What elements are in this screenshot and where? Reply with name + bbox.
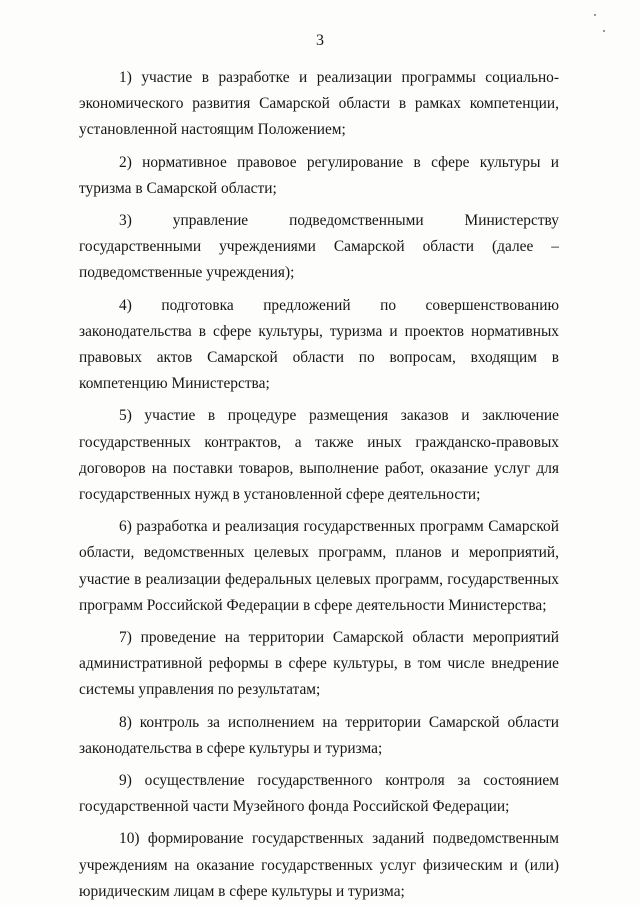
- list-item: 5) участие в процедуре размещения заказов и заключение государственных контрактов, а также иных гражданско-правовых договоров на поставки товаров, выполнение работ, оказание услуг для государственных нужд в установленной сфере деятельности;: [79, 407, 559, 504]
- list-item: 9) осуществление государственного контроля за состоянием государственной части Музейного фонда Российской Федерации;: [79, 772, 559, 816]
- document-body: [79, 65, 559, 911]
- list-item: 3) управление подведомственными Министерству государственными учреждениями Самарской области (далее – подведомственные учреждения);: [79, 212, 559, 282]
- list-item: 7) проведение на территории Самарской области мероприятий административной реформы в сфере культуры, в том числе внедрение системы управления по результатам;: [79, 629, 559, 699]
- list-item: 4) подготовка предложений по совершенствованию законодательства в сфере культуры, туризма и проектов нормативных правовых актов Самарской области по вопросам, входящим в компетенцию Министерства;: [79, 296, 559, 393]
- list-item: 8) контроль за исполнением на территории Самарской области законодательства в сфере культуры и туризма;: [79, 713, 559, 757]
- list-item: 1) участие в разработке и реализации программы социально-экономического развития Самарской области в рамках компетенции, установленной настоящим Положением;: [79, 69, 559, 139]
- list-item: 6) разработка и реализация государственных программ Самарской области, ведомственных целевых программ, планов и мероприятий, участие в реализации федеральных целевых программ, государственных программ Российской Федерации в сфере деятельности Министерства;: [79, 518, 559, 614]
- scan-speck: [594, 14, 596, 16]
- list-item: 10) формирование государственных заданий подведомственным учреждениям на оказание государственных услуг физическим и (или) юридическим лицам в сфере культуры и туризма;: [79, 830, 559, 900]
- list-item: 2) нормативное правовое регулирование в сфере культуры и туризма в Самарской области;: [79, 153, 559, 197]
- page-number: 3: [316, 32, 324, 49]
